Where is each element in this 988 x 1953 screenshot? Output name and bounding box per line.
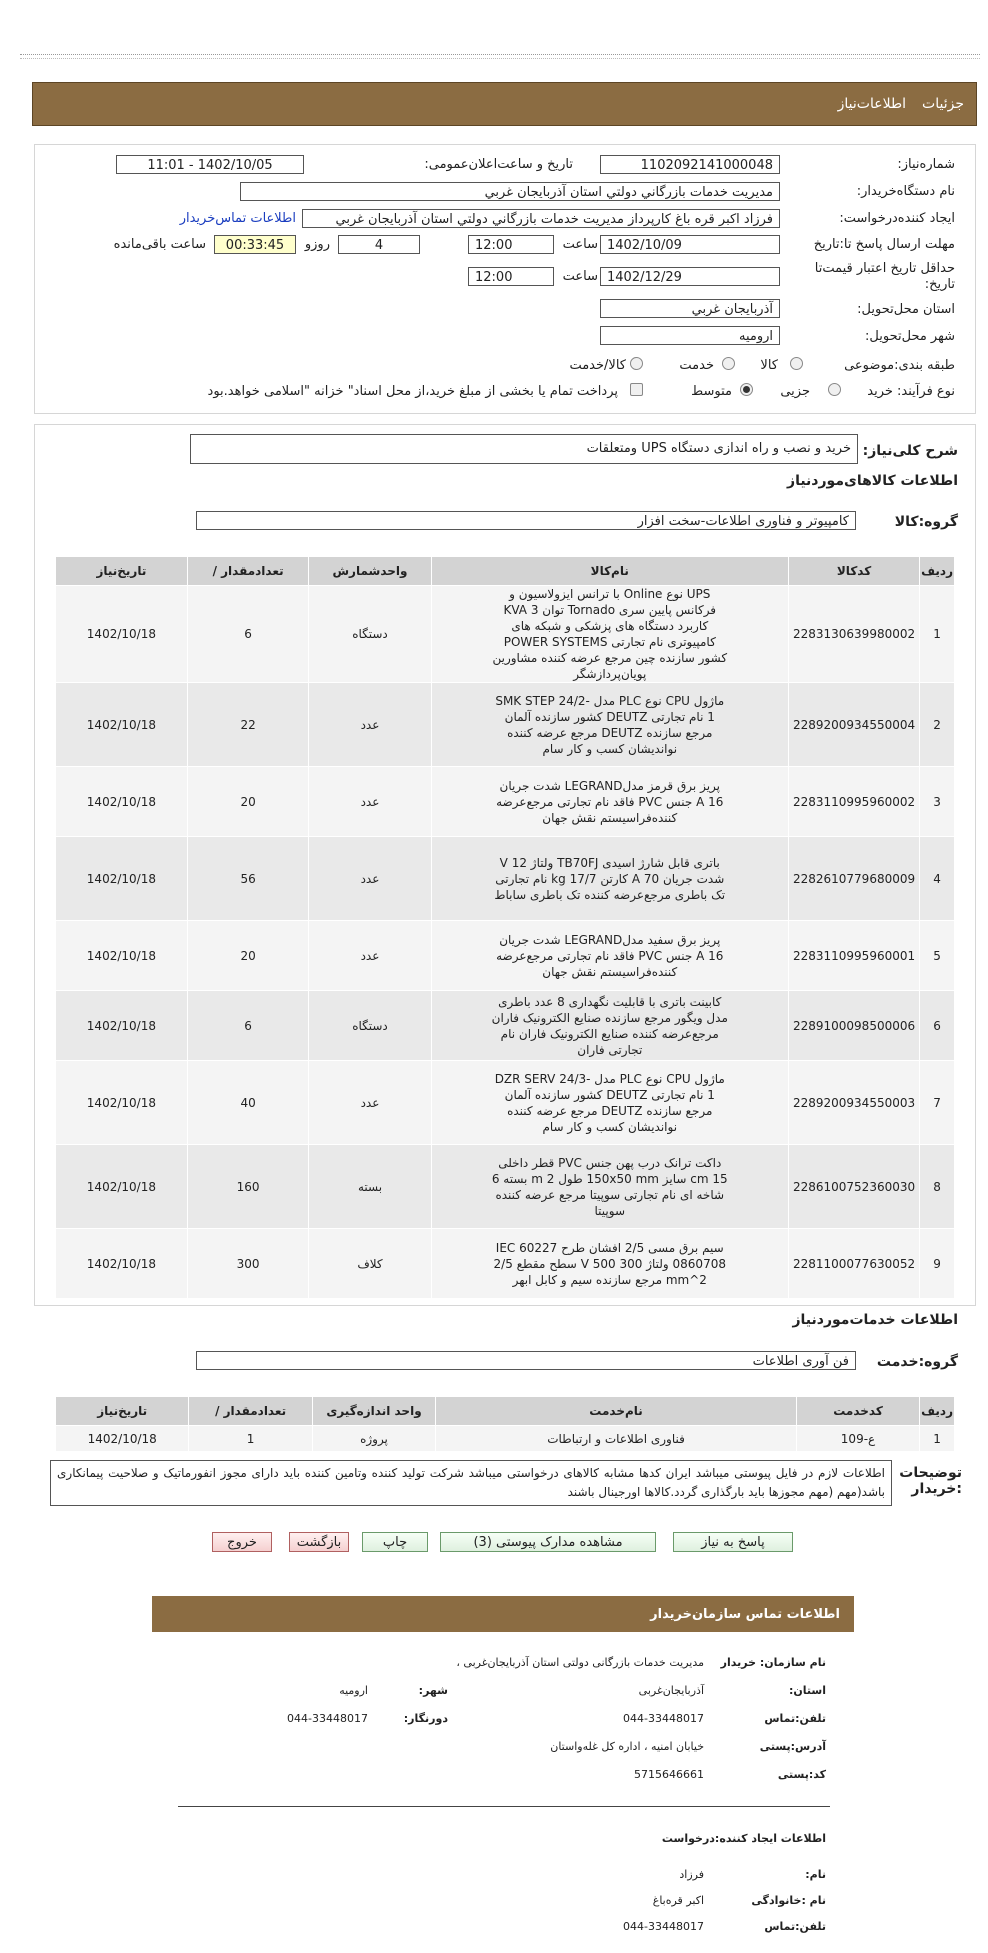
back-button[interactable]: بازگشت bbox=[289, 1532, 349, 1552]
goods-qty: 20 bbox=[187, 767, 309, 837]
goods-unit: عدد bbox=[309, 837, 431, 921]
category-goods-service-label: کالا/خدمت bbox=[569, 358, 626, 373]
process-partial-radio[interactable] bbox=[828, 383, 841, 396]
validity-date-field: 1402/12/29 bbox=[600, 267, 780, 286]
goods-name: باتری قابل شارژ اسیدی TB70FJ ولتاژ 12 V شدت جریان 70 A کارتن 17/7 kg نام تجارتی تک باطری مرجع‌عرضه کننده تک باطری ساباط bbox=[431, 837, 788, 921]
days-label: روزو bbox=[304, 237, 330, 252]
col-row: ردیف bbox=[920, 557, 955, 586]
service-date: 1402/10/18 bbox=[56, 1426, 189, 1452]
service-code: ع-109 bbox=[796, 1426, 919, 1452]
row-number: 9 bbox=[920, 1229, 955, 1299]
goods-name: کابینت باتری با قابلیت نگهداری 8 عدد باطری مدل ویگور مرجع سازنده صنایع الکترونیک فاران مرجع‌عرضه کننده صنایع الکترونیک فاران نام تجارتی فاران bbox=[431, 991, 788, 1061]
goods-date: 1402/10/18 bbox=[56, 921, 188, 991]
buyer-notes-field: اطلاعات لازم در فایل پیوستی میباشد ایران کدها مشابه کالاهای درخواستی میباشد شرکت تولید کننده وتامین کننده باید دارای مجوز انفورماتیک و صلاحیت پیمانکاری باشد(مهم (مهم مجوزها باید بارگذاری گردد.کالاها اورجینال باشند bbox=[50, 1460, 892, 1506]
table-row bbox=[56, 921, 955, 991]
city-label: شهر محل‌تحویل: bbox=[865, 329, 955, 344]
requester-label: ایجاد کننده‌درخواست: bbox=[839, 211, 955, 226]
row-number: 6 bbox=[920, 991, 955, 1061]
buyer-contact-link[interactable]: اطلاعات تماس‌خریدار bbox=[179, 211, 296, 226]
validity-time-field: 12:00 bbox=[468, 267, 554, 286]
goods-code: 2283110995960002 bbox=[788, 767, 919, 837]
col-code: کدخدمت bbox=[796, 1397, 919, 1426]
goods-code: 2283110995960001 bbox=[788, 921, 919, 991]
category-goods-service-radio[interactable] bbox=[630, 357, 643, 370]
goods-date: 1402/10/18 bbox=[56, 991, 188, 1061]
goods-code: 2281100077630052 bbox=[788, 1229, 919, 1299]
goods-name: پریز برق سفید مدلLEGRAND شدت جریان 16 A جنس PVC فاقد نام تجارتی مرجع‌عرضه کننده‌فراسیستم نقش جهان bbox=[431, 921, 788, 991]
goods-table bbox=[55, 556, 955, 1299]
goods-unit: کلاف bbox=[309, 1229, 431, 1299]
process-label: نوع فرآیند: خرید bbox=[867, 384, 955, 399]
row-number: 4 bbox=[920, 837, 955, 921]
province-field: آذربايجان غربي bbox=[600, 299, 780, 318]
goods-date: 1402/10/18 bbox=[56, 683, 188, 767]
table-row bbox=[56, 586, 955, 683]
requester-phone-value: 044-33448017 bbox=[623, 1920, 704, 1933]
tab-details[interactable]: جزئیات bbox=[922, 96, 964, 112]
view-attachments-button[interactable]: مشاهده مدارک پیوستی (3) bbox=[440, 1532, 656, 1552]
col-qty: تعداد‌مقدار / bbox=[189, 1397, 312, 1426]
table-row bbox=[56, 1061, 955, 1145]
table-row bbox=[56, 991, 955, 1061]
services-table-header bbox=[56, 1397, 955, 1426]
header-bar bbox=[32, 82, 977, 126]
deadline-time-label: ساعت bbox=[562, 237, 598, 252]
goods-qty: 6 bbox=[187, 586, 309, 683]
contact-phone-value: 044-33448017 bbox=[623, 1712, 704, 1725]
remaining-time-field: 00:33:45 bbox=[214, 235, 296, 254]
goods-name: ماژول CPU نوع PLC مدل DZR SERV 24/3-1 نام تجارتی DEUTZ کشور سازنده آلمان مرجع سازنده DEUTZ مرجع عرضه کننده نواندیشان کسب و کار سام bbox=[431, 1061, 788, 1145]
deadline-time-field: 12:00 bbox=[468, 235, 554, 254]
category-label: طبقه بندی:موضوعی bbox=[844, 358, 955, 373]
goods-qty: 20 bbox=[187, 921, 309, 991]
description-label: شرح کلی‌نیاز: bbox=[862, 443, 958, 459]
process-partial-label: جزیی bbox=[780, 384, 810, 399]
goods-name: پریز برق قرمز مدلLEGRAND شدت جریان 16 A جنس PVC فاقد نام تجارتی مرجع‌عرضه کننده‌فراسیستم نقش جهان bbox=[431, 767, 788, 837]
category-goods-radio[interactable] bbox=[790, 357, 803, 370]
deadline-label: مهلت ارسال پاسخ تا:تاریخ bbox=[813, 237, 955, 252]
table-row bbox=[56, 683, 955, 767]
row-number: 1 bbox=[920, 586, 955, 683]
contact-postal-value: 5715646661 bbox=[634, 1768, 704, 1781]
requester-name-value: فرزاد bbox=[679, 1868, 704, 1881]
goods-unit: دستگاه bbox=[309, 991, 431, 1061]
goods-section-title: اطلاعات کالاهای‌موردنیاز bbox=[787, 473, 958, 489]
row-number: 2 bbox=[920, 683, 955, 767]
requester-field: فرزاد اکبر قره باغ کارپرداز مديريت خدمات بازرگاني دولتي استان آذربايجان غربي bbox=[302, 209, 780, 228]
row-number: 5 bbox=[920, 921, 955, 991]
requester-phone-label: تلفن:تماس bbox=[764, 1920, 826, 1933]
requester-info-title: اطلاعات ایجاد کننده:درخواست bbox=[661, 1832, 826, 1845]
announce-field: 1402/10/05 - 11:01 bbox=[116, 155, 304, 174]
goods-unit: بسته bbox=[309, 1145, 431, 1229]
table-row bbox=[56, 1229, 955, 1299]
goods-group-label: گروه:کالا bbox=[894, 514, 958, 530]
remaining-label: ساعت باقی‌مانده bbox=[113, 237, 206, 252]
col-qty: تعداد‌مقدار / bbox=[187, 557, 309, 586]
goods-unit: عدد bbox=[309, 921, 431, 991]
goods-date: 1402/10/18 bbox=[56, 767, 188, 837]
table-row bbox=[56, 837, 955, 921]
goods-date: 1402/10/18 bbox=[56, 837, 188, 921]
col-date: تاریخ‌نیاز bbox=[56, 557, 188, 586]
row-number: 1 bbox=[920, 1426, 955, 1452]
validity-time-label: ساعت bbox=[562, 269, 598, 284]
contact-province-value: آذربایجان‌غربی bbox=[638, 1684, 704, 1697]
goods-date: 1402/10/18 bbox=[56, 1061, 188, 1145]
contact-city-label: شهر: bbox=[418, 1684, 448, 1697]
need-number-field: 1102092141000048 bbox=[600, 155, 780, 174]
service-name: فناوری اطلاعات و ارتباطات bbox=[436, 1426, 797, 1452]
col-code: کدکالا bbox=[788, 557, 919, 586]
col-unit: واحد اندازه‌گیری bbox=[312, 1397, 435, 1426]
validity-label-2: تاریخ: bbox=[924, 277, 955, 292]
province-label: استان محل‌تحویل: bbox=[857, 302, 955, 317]
goods-date: 1402/10/18 bbox=[56, 1229, 188, 1299]
col-unit: واحدشمارش bbox=[309, 557, 431, 586]
goods-name: داکت ترانک درب پهن جنس PVC قطر داخلی 15 cm سایز 150x50 mm طول 2 m بسته 6 شاخه ای نام تجارتی سوپیتا مرجع عرضه کننده سوپیتا bbox=[431, 1145, 788, 1229]
row-number: 3 bbox=[920, 767, 955, 837]
contact-org-label: نام سازمان: خریدار bbox=[720, 1656, 826, 1669]
col-name: نام‌کالا bbox=[431, 557, 788, 586]
goods-code: 2289200934550004 bbox=[788, 683, 919, 767]
goods-qty: 300 bbox=[187, 1229, 309, 1299]
table-row bbox=[56, 1145, 955, 1229]
goods-unit: دستگاه bbox=[309, 586, 431, 683]
contact-address-label: آدرس:پستی bbox=[759, 1740, 826, 1753]
goods-table-header bbox=[56, 557, 955, 586]
category-goods-label: کالا bbox=[760, 358, 778, 373]
contact-fax-label: دورنگار: bbox=[403, 1712, 448, 1725]
days-field: 4 bbox=[338, 235, 420, 254]
service-qty: 1 bbox=[189, 1426, 312, 1452]
goods-name: سیم برق مسی 2/5 افشان طرح IEC 60227 0860708 ولتاژ 300 500 V سطح مقطع 2/5 mm^2 مرجع سازنده سیم و کابل ابهر bbox=[431, 1229, 788, 1299]
requester-family-value: اکبر قره‌باغ bbox=[652, 1894, 704, 1907]
process-medium-radio[interactable] bbox=[740, 383, 753, 396]
tab-need-info[interactable]: اطلاعات‌نیاز bbox=[837, 96, 906, 112]
services-group-label: گروه:خدمت bbox=[876, 1354, 958, 1370]
services-group-field: فن آوری اطلاعات bbox=[196, 1351, 856, 1370]
goods-qty: 6 bbox=[187, 991, 309, 1061]
top-divider-2 bbox=[20, 58, 980, 59]
process-medium-label: متوسط bbox=[691, 384, 732, 399]
deadline-date-field: 1402/10/09 bbox=[600, 235, 780, 254]
contact-divider bbox=[178, 1806, 830, 1807]
top-divider bbox=[20, 54, 980, 55]
contact-province-label: استان: bbox=[789, 1684, 826, 1697]
buyer-org-field: مديريت خدمات بازرگاني دولتي استان آذربايجان غربي bbox=[240, 182, 780, 201]
buyer-notes-label: توضیحات :خریدار bbox=[899, 1465, 962, 1497]
goods-date: 1402/10/18 bbox=[56, 586, 188, 683]
goods-qty: 40 bbox=[187, 1061, 309, 1145]
description-field: خرید و نصب و راه اندازی دستگاه UPS ومتعلقات bbox=[190, 434, 858, 464]
contact-org-value: مدیریت خدمات بازرگانی دولتی استان آذربایجان‌غربی ، bbox=[456, 1656, 704, 1669]
goods-code: 2289200934550003 bbox=[788, 1061, 919, 1145]
contact-bar-title: اطلاعات تماس سازمان‌خریدار bbox=[650, 1607, 840, 1622]
category-service-radio[interactable] bbox=[722, 357, 735, 370]
contact-postal-label: کد:پستی bbox=[777, 1768, 826, 1781]
contact-city-value: ارومیه bbox=[339, 1684, 368, 1697]
reply-button[interactable]: پاسخ به نیاز bbox=[673, 1532, 793, 1552]
goods-name: ماژول CPU نوع PLC مدل SMK STEP 24/2-1 نام تجارتی DEUTZ کشور سازنده آلمان مرجع سازنده DEUTZ مرجع عرضه کننده نواندیشان کسب و کار سام bbox=[431, 683, 788, 767]
announce-label: تاریخ و ساعت‌اعلان‌عمومی: bbox=[424, 157, 573, 172]
col-row: ردیف bbox=[920, 1397, 955, 1426]
goods-code: 2286100752360030 bbox=[788, 1145, 919, 1229]
goods-code: 2282610779680009 bbox=[788, 837, 919, 921]
col-date: تاریخ‌نیاز bbox=[56, 1397, 189, 1426]
category-service-label: خدمت bbox=[679, 358, 714, 373]
goods-unit: عدد bbox=[309, 767, 431, 837]
requester-name-label: نام: bbox=[805, 1868, 826, 1881]
contact-address-value: خیابان امنیه ، اداره کل غله‌واستان bbox=[550, 1740, 704, 1753]
treasury-payment-note: پرداخت تمام یا بخشی از مبلغ خرید،از محل اسناد" خزانه "اسلامی خواهد.بود bbox=[207, 384, 618, 399]
services-section-title: اطلاعات خدمات‌موردنیاز bbox=[792, 1312, 958, 1328]
treasury-payment-checkbox[interactable] bbox=[630, 383, 643, 396]
validity-label: حداقل تاریخ اعتبار قیمت‌تا bbox=[814, 261, 955, 276]
buyer-org-label: نام دستگاه‌خریدار: bbox=[856, 184, 955, 199]
contact-phone-label: تلفن:تماس bbox=[764, 1712, 826, 1725]
row-number: 8 bbox=[920, 1145, 955, 1229]
goods-qty: 160 bbox=[187, 1145, 309, 1229]
goods-name: UPS نوع Online با ترانس ایزولاسیون و فرکانس پایین سری Tornado توان 3 KVA کاربرد دستگاه های پزشکی و شبکه های کامپیوتری نام تجارتی POWER SYSTEMS کشور سازنده چین مرجع عرضه کننده مشاورین پویان‌پردازشگر bbox=[431, 586, 788, 683]
goods-unit: عدد bbox=[309, 683, 431, 767]
need-number-label: شماره‌نیاز: bbox=[897, 157, 955, 172]
table-row bbox=[56, 767, 955, 837]
col-name: نام‌خدمت bbox=[436, 1397, 797, 1426]
print-button[interactable]: چاپ bbox=[362, 1532, 428, 1552]
goods-qty: 56 bbox=[187, 837, 309, 921]
goods-group-field: کامپیوتر و فناوری اطلاعات-سخت افزار bbox=[196, 511, 856, 530]
goods-code: 2283130639980002 bbox=[788, 586, 919, 683]
contact-bar bbox=[152, 1596, 854, 1632]
row-number: 7 bbox=[920, 1061, 955, 1145]
goods-code: 2289100098500006 bbox=[788, 991, 919, 1061]
goods-unit: عدد bbox=[309, 1061, 431, 1145]
goods-date: 1402/10/18 bbox=[56, 1145, 188, 1229]
services-table bbox=[55, 1396, 955, 1452]
exit-button[interactable]: خروج bbox=[212, 1532, 272, 1552]
table-row bbox=[56, 1426, 955, 1452]
service-unit: پروژه bbox=[312, 1426, 435, 1452]
requester-family-label: نام :خانوادگی bbox=[751, 1894, 826, 1907]
city-field: اروميه bbox=[600, 326, 780, 345]
goods-qty: 22 bbox=[187, 683, 309, 767]
contact-fax-value: 044-33448017 bbox=[287, 1712, 368, 1725]
